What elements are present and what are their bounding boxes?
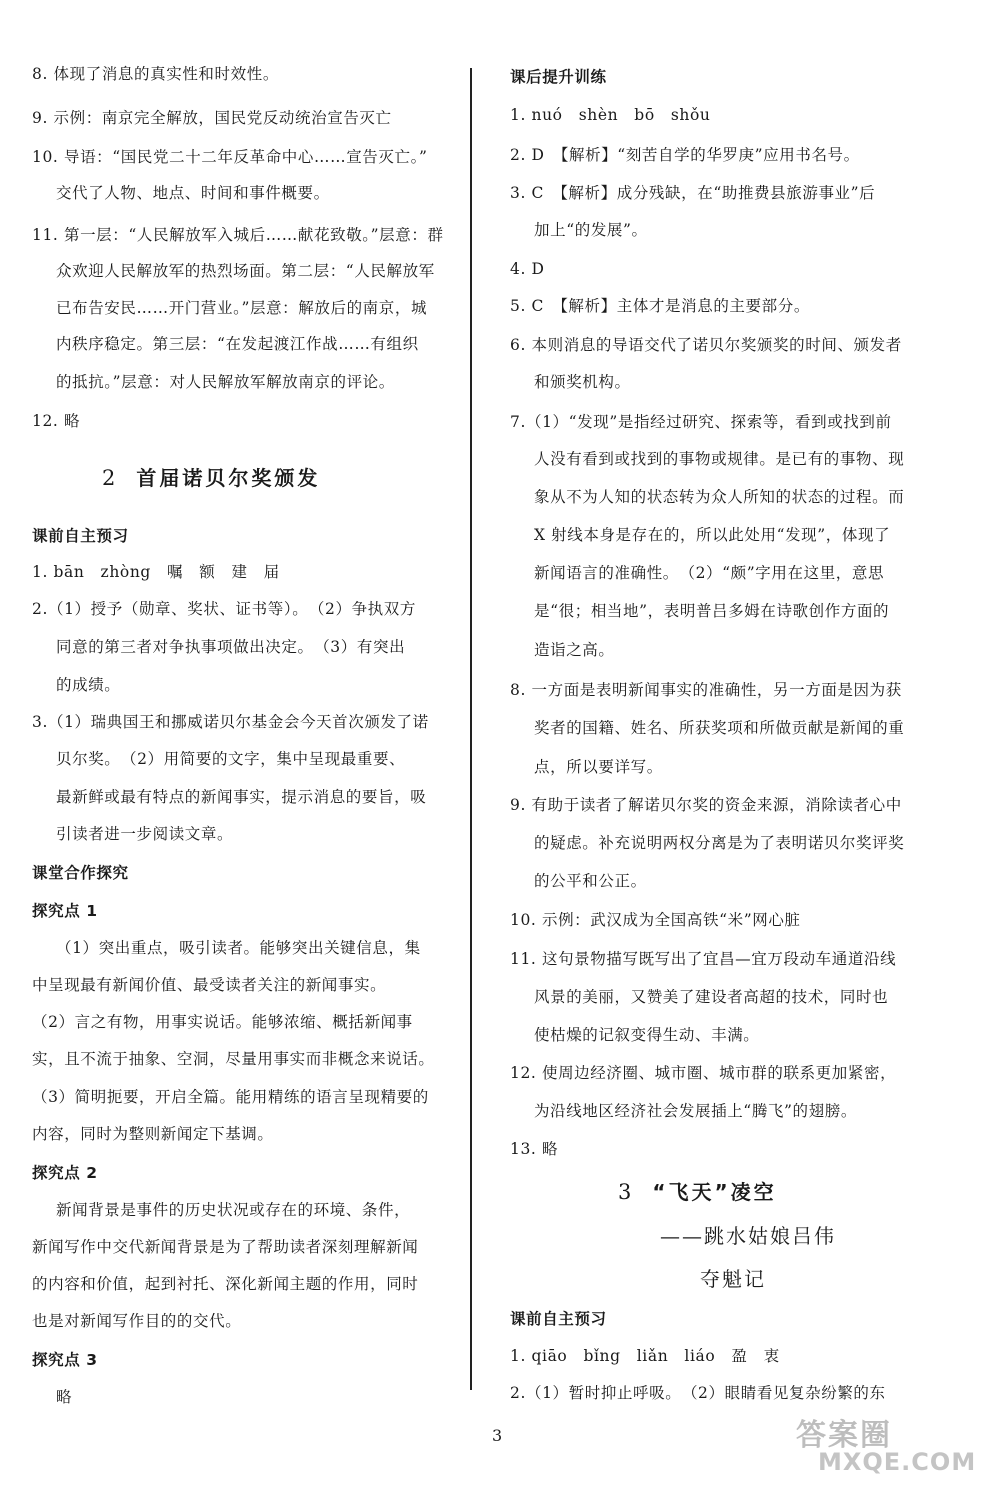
answer-line: 1. qiāo bǐng liǎn liáo 盈 衷: [510, 1347, 780, 1365]
answer-line: 的公平和公正。: [534, 872, 647, 890]
answer-line: 11. 这句景物描写既写出了宜昌—宜万段动车通道沿线: [510, 950, 897, 968]
section-title: [102, 464, 320, 492]
answer-line: 3. C 【解析】成分残缺，在“助推费县旅游事业”后: [510, 184, 876, 202]
answer-line: 中呈现最有新闻价值、最受读者关注的新闻事实。: [32, 976, 387, 994]
answer-line: 是“很；相当地”，表明普吕多姆在诗歌创作方面的: [534, 602, 890, 620]
section-subtitle: 夺魁记: [700, 1267, 766, 1291]
answer-line: 新闻背景是事件的历史状况或存在的环境、条件，: [56, 1201, 411, 1219]
answer-line: 9. 有助于读者了解诺贝尔奖的资金来源，消除读者心中: [510, 796, 902, 814]
answer-line: 风景的美丽，又赞美了建设者高超的技术，同时也: [534, 988, 889, 1006]
answer-line: 加上“的发展”。: [534, 221, 648, 239]
answer-line: 同意的第三者对争执事项做出决定。 （3）有突出: [56, 638, 406, 656]
answer-line: 2.（1）授予（勋章、奖状、证书等）。 （2）争执双方: [32, 600, 416, 618]
heading-preview: 课前自主预习: [510, 1310, 607, 1328]
answer-line: 交代了人物、地点、时间和事件概要。: [56, 184, 330, 202]
page-number: 3: [492, 1426, 503, 1445]
answer-line: X 射线本身是存在的，所以此处用“发现”，体现了: [534, 526, 891, 544]
answer-line: 最新鲜或最有特点的新闻事实，提示消息的要旨，吸: [56, 788, 427, 806]
answer-line: 12. 略: [32, 412, 81, 430]
column-divider: [470, 68, 472, 1390]
watermark-text: MXQE.COM: [818, 1448, 977, 1476]
watermark-icon: 答案圈: [796, 1418, 892, 1453]
section-title: [618, 1178, 777, 1206]
answer-line: 奖者的国籍、姓名、所获奖项和所做贡献是新闻的重: [534, 719, 905, 737]
answer-line: 象从不为人知的状态转为众人所知的状态的过程。而: [534, 488, 905, 506]
answer-line: 贝尔奖。 （2）用简要的文字，集中呈现最重要、: [56, 750, 406, 768]
section-title-text: 首届诺贝尔奖颁发: [136, 466, 321, 490]
section-number: 3: [618, 1180, 635, 1204]
answer-line: 的抵抗。”层意：对人民解放军解放南京的评论。: [56, 373, 395, 391]
answer-line: 2. D 【解析】“刻苦自学的华罗庚”应用书名号。: [510, 146, 860, 164]
answer-line: 新闻语言的准确性。 （2）“颇”字用在这里，意思: [534, 564, 885, 582]
answer-line: 4. D: [510, 260, 545, 278]
answer-line: 12. 使周边经济圈、城市圈、城市群的联系更加紧密，: [510, 1064, 897, 1082]
answer-line: 造诣之高。: [534, 641, 615, 659]
watermark-logo: [790, 1408, 990, 1478]
answer-line: 点，所以要详写。: [534, 758, 663, 776]
answer-line: 8. 一方面是表明新闻事实的准确性，另一方面是因为获: [510, 681, 902, 699]
answer-line: 人没有看到或找到的事物或规律。是已有的事物、现: [534, 450, 905, 468]
answer-line: 的疑虑。补充说明两权分离是为了表明诺贝尔奖评奖: [534, 834, 905, 852]
section-subtitle: ——跳水姑娘吕伟: [660, 1224, 836, 1248]
answer-line: （1）突出重点，吸引读者。能够突出关键信息，集: [56, 939, 421, 957]
answer-line: 13. 略: [510, 1140, 559, 1158]
answer-line: 实，且不流于抽象、空洞，尽量用事实而非概念来说话。: [32, 1050, 435, 1068]
answer-line: 引读者进一步阅读文章。: [56, 825, 234, 843]
heading-coop: 课堂合作探究: [32, 864, 129, 882]
section-title-text: “飞天”凌空: [652, 1180, 777, 1204]
answer-line: 新闻写作中交代新闻背景是为了帮助读者深刻理解新闻: [32, 1238, 419, 1256]
answer-line: 5. C 【解析】主体才是消息的主要部分。: [510, 297, 810, 315]
section-number: 2: [102, 466, 119, 490]
answer-line: 6. 本则消息的导语交代了诺贝尔奖颁奖的时间、颁发者: [510, 336, 902, 354]
answer-line: 2.（1）暂时抑止呼吸。 （2）眼睛看见复杂纷繁的东: [510, 1384, 886, 1402]
answer-line: 10. 示例：武汉成为全国高铁“米”网心脏: [510, 911, 801, 929]
answer-line: 略: [56, 1388, 73, 1406]
answer-line: 为沿线地区经济社会发展插上“腾飞”的翅膀。: [534, 1102, 857, 1120]
heading-after-class: 课后提升训练: [510, 68, 607, 86]
answer-line: 3.（1）瑞典国王和挪威诺贝尔基金会今天首次颁发了诺: [32, 713, 429, 731]
explore-point-heading: 探究点 2: [32, 1164, 98, 1182]
answer-line: 1. nuó shèn bō shǒu: [510, 106, 711, 124]
answer-line: 8. 体现了消息的真实性和时效性。: [32, 65, 279, 83]
answer-line: 已布告安民……开门营业。”层意：解放后的南京，城: [56, 299, 428, 317]
answer-line: 众欢迎人民解放军的热烈场面。第二层：“人民解放军: [56, 262, 435, 280]
answer-line: 使枯燥的记叙变得生动、丰满。: [534, 1026, 760, 1044]
answer-line: 也是对新闻写作目的的交代。: [32, 1312, 242, 1330]
answer-line: 10. 导语：“国民党二十二年反革命中心……宣告灭亡。”: [32, 148, 428, 166]
answer-line: 的内容和价值，起到衬托、深化新闻主题的作用，同时: [32, 1275, 419, 1293]
answer-line: 11. 第一层：“人民解放军入城后……献花致敬。”层意：群: [32, 226, 444, 244]
explore-point-heading: 探究点 1: [32, 902, 98, 920]
heading-preview: 课前自主预习: [32, 527, 129, 545]
answer-line: 内秩序稳定。第三层：“在发起渡江作战……有组织: [56, 335, 419, 353]
explore-point-heading: 探究点 3: [32, 1351, 98, 1369]
answer-line: 7.（1）“发现”是指经过研究、探索等，看到或找到前: [510, 413, 892, 431]
answer-line: （2）言之有物，用事实说话。能够浓缩、概括新闻事: [32, 1013, 413, 1031]
answer-line: 内容，同时为整则新闻定下基调。: [32, 1125, 274, 1143]
answer-line: （3）简明扼要，开启全篇。能用精练的语言呈现精要的: [32, 1088, 429, 1106]
answer-line: 9. 示例：南京完全解放，国民党反动统治宣告灭亡: [32, 109, 392, 127]
answer-line: 的成绩。: [56, 676, 121, 694]
answer-line: 1. bān zhòng 嘱 额 建 届: [32, 563, 280, 581]
answer-line: 和颁奖机构。: [534, 373, 631, 391]
